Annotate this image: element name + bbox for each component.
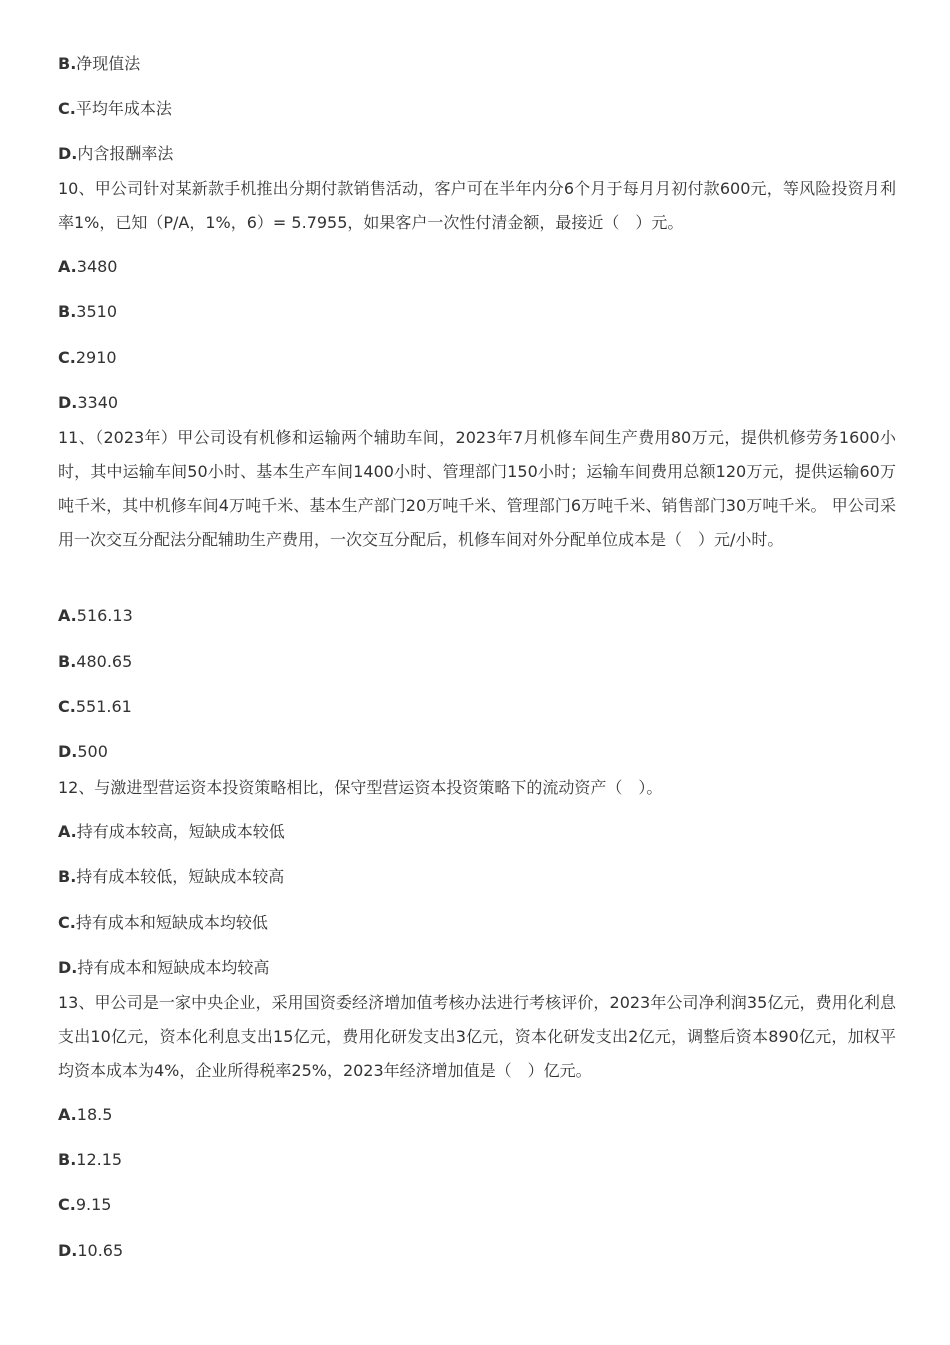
question-10-stem: 10、甲公司针对某新款手机推出分期付款销售活动，客户可在半年内分6个月于每月月初付款600元，等风险投资月利率1%，已知（P/A，1%，6）= 5.7955，如果客户一次性付清金额，最接近（ ）元。 xyxy=(58,179,896,232)
q12-option-a xyxy=(58,821,285,843)
option-text: 551.61 xyxy=(75,697,132,716)
option-letter: B. xyxy=(58,652,77,671)
option-letter: D. xyxy=(58,393,78,412)
option-text: 10.65 xyxy=(77,1241,124,1260)
option-text: 平均年成本法 xyxy=(75,99,172,118)
option-letter: C. xyxy=(58,697,76,716)
option-text: 持有成本和短缺成本均较低 xyxy=(75,913,268,932)
option-text: 9.15 xyxy=(75,1195,112,1214)
option-letter: C. xyxy=(58,913,76,932)
option-b-prev xyxy=(58,53,140,75)
q10-option-d xyxy=(58,392,118,414)
option-text: 净现值法 xyxy=(76,54,141,73)
option-text: 18.5 xyxy=(76,1105,113,1124)
question-11-stem: 11、（2023年）甲公司设有机修和运输两个辅助车间，2023年7月机修车间生产费用80万元，提供机修劳务1600小时，其中运输车间50小时、基本生产车间1400小时、管理部门150小时；运输车间费用总额120万元，提供运输60万吨千米，其中机修车间4万吨千米、基本生产部门20万吨千米、管理部门6万吨千米、销售部门30万吨千米。 甲公司采用一次交互分配法分配辅助生产费用，一次交互分配后，机修车间对外分配单位成本是（ ）元/小时。 xyxy=(58,428,896,549)
option-text: 3340 xyxy=(77,393,119,412)
option-letter: D. xyxy=(58,742,78,761)
option-text: 12.15 xyxy=(76,1150,123,1169)
option-text: 480.65 xyxy=(76,652,133,671)
q13-option-b xyxy=(58,1149,122,1171)
q11-option-a xyxy=(58,605,133,627)
option-letter: A. xyxy=(58,1105,77,1124)
option-letter: D. xyxy=(58,958,78,977)
q12-option-d xyxy=(58,957,269,979)
option-text: 3510 xyxy=(76,302,117,321)
option-text: 持有成本较高，短缺成本较低 xyxy=(76,822,285,841)
q12-option-c xyxy=(58,912,268,934)
option-text: 内含报酬率法 xyxy=(77,144,174,163)
option-letter: A. xyxy=(58,822,77,841)
option-text: 500 xyxy=(77,742,108,761)
q11-option-b xyxy=(58,651,132,673)
q10-option-b xyxy=(58,301,117,323)
option-letter: B. xyxy=(58,867,77,886)
option-text: 持有成本和短缺成本均较高 xyxy=(77,958,270,977)
option-c-prev xyxy=(58,98,172,120)
q10-option-a xyxy=(58,256,117,278)
q11-option-d xyxy=(58,741,108,763)
option-letter: B. xyxy=(58,1150,77,1169)
question-13-stem: 13、甲公司是一家中央企业，采用国资委经济增加值考核办法进行考核评价，2023年公司净利润35亿元，费用化利息支出10亿元，资本化利息支出15亿元，费用化研发支出3亿元，资本化研发支出2亿元，调整后资本890亿元，加权平均资本成本为4%，企业所得税率25%，2023年经济增加值是（ ）亿元。 xyxy=(58,993,896,1080)
q13-option-a xyxy=(58,1104,112,1126)
option-text: 516.13 xyxy=(76,606,133,625)
q10-option-c xyxy=(58,347,117,369)
option-letter: A. xyxy=(58,257,77,276)
option-letter: B. xyxy=(58,54,77,73)
option-letter: C. xyxy=(58,99,76,118)
option-letter: A. xyxy=(58,606,77,625)
q11-option-c xyxy=(58,696,132,718)
option-letter: D. xyxy=(58,1241,78,1260)
option-letter: C. xyxy=(58,348,76,367)
option-d-prev xyxy=(58,143,173,165)
option-text: 持有成本较低，短缺成本较高 xyxy=(76,867,285,886)
q13-option-c xyxy=(58,1194,111,1216)
option-letter: D. xyxy=(58,144,78,163)
option-letter: C. xyxy=(58,1195,76,1214)
option-letter: B. xyxy=(58,302,77,321)
q13-option-d xyxy=(58,1240,123,1262)
q12-option-b xyxy=(58,866,284,888)
option-text: 3480 xyxy=(76,257,118,276)
option-text: 2910 xyxy=(75,348,117,367)
question-12-stem: 12、与激进型营运资本投资策略相比，保守型营运资本投资策略下的流动资产（ ）。 xyxy=(58,778,663,797)
